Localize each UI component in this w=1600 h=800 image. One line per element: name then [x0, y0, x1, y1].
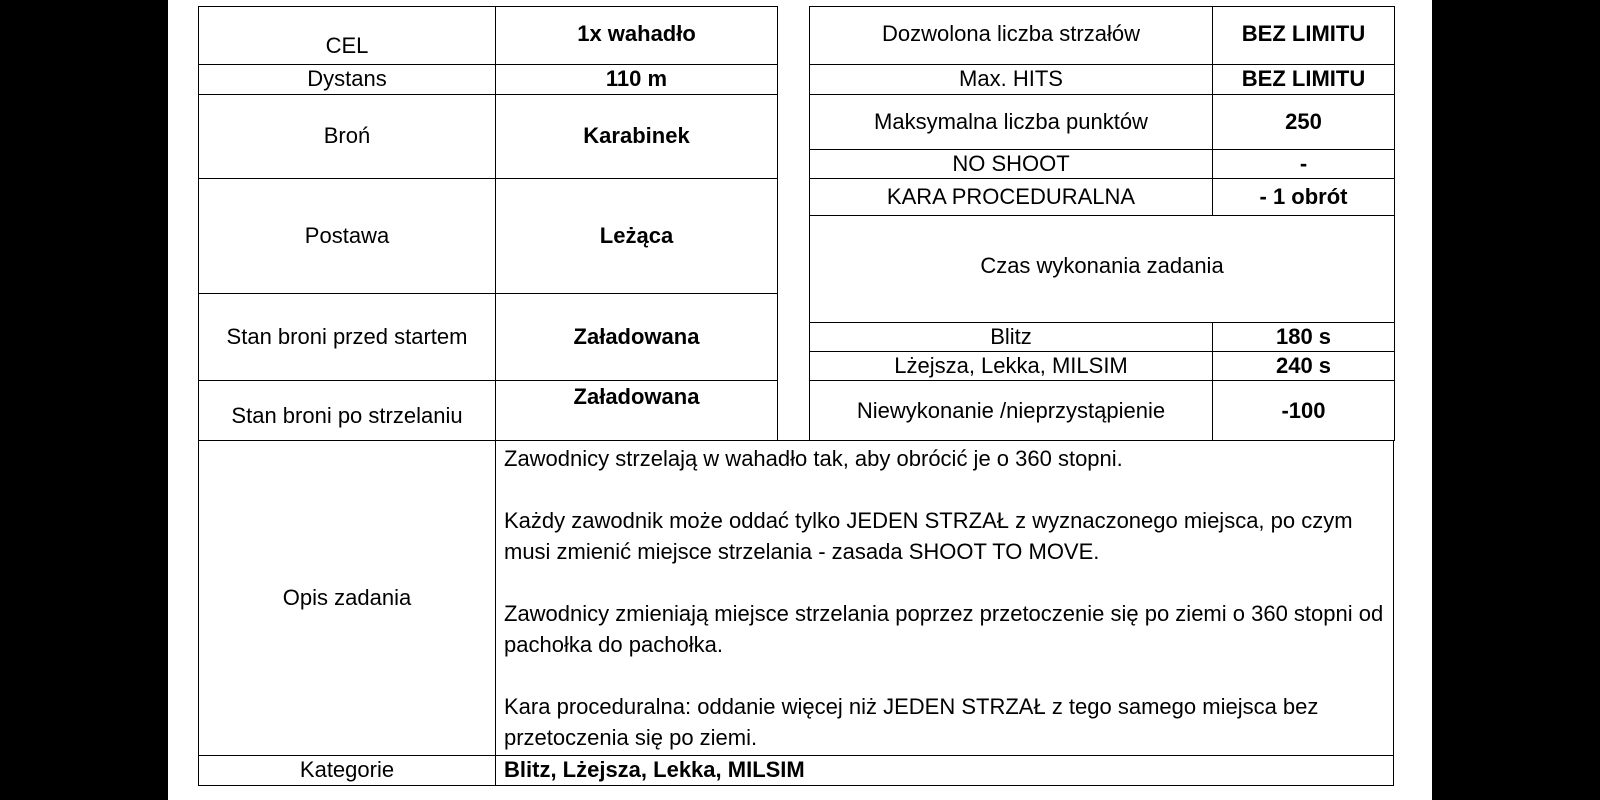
value-dozwolona-liczba: BEZ LIMITU — [1213, 6, 1395, 65]
label-niewykonanie: Niewykonanie /nieprzystąpienie — [809, 381, 1213, 441]
description-paragraph: Kara proceduralna: oddanie więcej niż JEDEN STRZAŁ z tego samego miejsca bez przetoczenia się po ziemi. — [504, 694, 1319, 750]
value-lzejsza: 240 s — [1213, 352, 1395, 381]
value-no-shoot: - — [1213, 150, 1395, 179]
value-kara-proceduralna: - 1 obrót — [1213, 179, 1395, 216]
label-opis-zadania: Opis zadania — [198, 440, 496, 755]
document-page — [168, 0, 1432, 800]
description-text — [496, 440, 1394, 755]
value-kategorie: Blitz, Lżejsza, Lekka, MILSIM — [496, 755, 1394, 786]
label-max-punktow: Maksymalna liczba punktów — [809, 95, 1213, 150]
value-stan-przed: Załadowana — [496, 294, 778, 381]
label-stan-po: Stan broni po strzelaniu — [198, 381, 496, 441]
label-blitz: Blitz — [809, 323, 1213, 352]
label-stan-przed: Stan broni przed startem — [198, 294, 496, 381]
description-paragraph: Zawodnicy zmieniają miejsce strzelania poprzez przetoczenie się po ziemi o 360 stopni od pachołka do pachołka. — [504, 601, 1384, 657]
time-header: Czas wykonania zadania — [809, 216, 1395, 323]
label-no-shoot: NO SHOOT — [809, 150, 1213, 179]
value-bron: Karabinek — [496, 95, 778, 179]
description-paragraph: Zawodnicy strzelają w wahadło tak, aby obrócić je o 360 stopni. — [504, 446, 1123, 471]
label-bron: Broń — [198, 95, 496, 179]
value-dystans: 110 m — [496, 65, 778, 95]
label-kara-proceduralna: KARA PROCEDURALNA — [809, 179, 1213, 216]
value-postawa: Leżąca — [496, 179, 778, 294]
label-dozwolona-liczba: Dozwolona liczba strzałów — [809, 6, 1213, 65]
value-blitz: 180 s — [1213, 323, 1395, 352]
label-dystans: Dystans — [198, 65, 496, 95]
label-max-hits: Max. HITS — [809, 65, 1213, 95]
label-lzejsza: Lżejsza, Lekka, MILSIM — [809, 352, 1213, 381]
label-kategorie: Kategorie — [198, 755, 496, 786]
value-cel: 1x wahadło — [496, 6, 778, 65]
value-niewykonanie: -100 — [1213, 381, 1395, 441]
label-cel: CEL — [198, 6, 496, 65]
value-max-hits: BEZ LIMITU — [1213, 65, 1395, 95]
label-postawa: Postawa — [198, 179, 496, 294]
value-stan-po: Załadowana — [496, 381, 778, 441]
value-max-punktow: 250 — [1213, 95, 1395, 150]
description-paragraph: Każdy zawodnik może oddać tylko JEDEN STRZAŁ z wyznaczonego miejsca, po czym musi zmienić miejsce strzelania - zasada SHOOT TO MOVE. — [504, 508, 1353, 564]
